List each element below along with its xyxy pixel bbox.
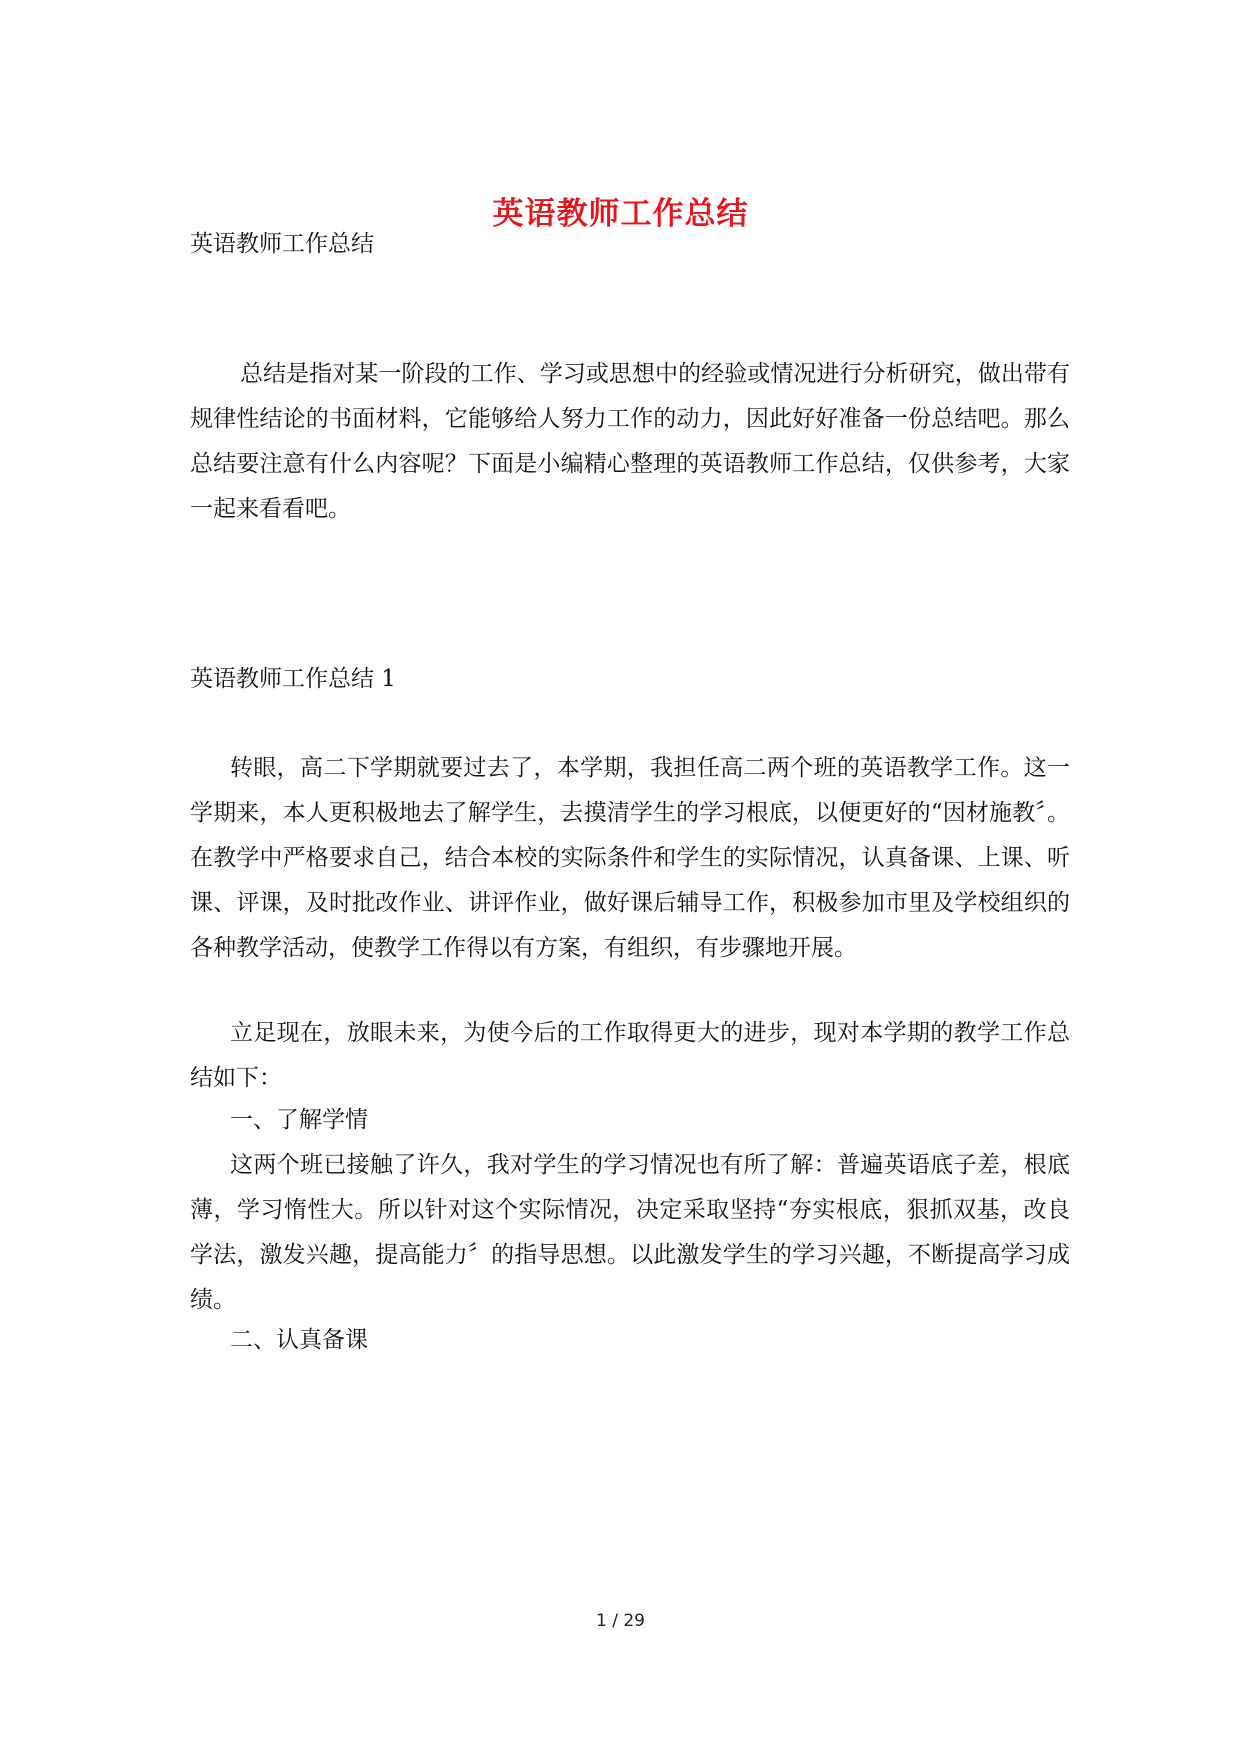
subheading-text: 二、认真备课 <box>230 1327 368 1353</box>
body-paragraph-3 <box>190 1143 1070 1323</box>
document-subtitle: 英语教师工作总结 <box>190 231 374 257</box>
subheading-1 <box>190 1098 1070 1143</box>
intro-text: 总结是指对某一阶段的工作、学习或思想中的经验或情况进行分析研究，做出带有规律性结论的书面材料，它能够给人努力工作的动力，因此好好准备一份总结吧。那么总结要注意有什么内容呢？下面是小编精心整理的英语教师工作总结，仅供参考，大家一起来看看吧。 <box>190 361 1070 522</box>
page-number: 1 / 29 <box>596 1611 645 1631</box>
document-title: 英语教师工作总结 <box>492 196 749 232</box>
section-heading: 英语教师工作总结 1 <box>190 666 396 692</box>
paragraph-text: 这两个班已接触了许久，我对学生的学习情况也有所了解：普遍英语底子差，根底薄，学习惰性大。所以针对这个实际情况，决定采取坚持“夯实根底，狠抓双基，改良学法，激发兴趣，提高能力〞的指导思想。以此激发学生的学习兴趣，不断提高学习成绩。 <box>190 1152 1070 1313</box>
paragraph-text: 转眼，高二下学期就要过去了，本学期，我担任高二两个班的英语教学工作。这一学期来，本人更积极地去了解学生，去摸清学生的学习根底，以便更好的“因材施教〞。在教学中严格要求自己，结合本校的实际条件和学生的实际情况，认真备课、上课、听课、评课，及时批改作业、讲评作业，做好课后辅导工作，积极参加市里及学校组织的各种教学活动，使教学工作得以有方案，有组织，有步骤地开展。 <box>190 755 1070 961</box>
subheading-2 <box>190 1318 1070 1363</box>
paragraph-text: 立足现在，放眼未来，为使今后的工作取得更大的进步，现对本学期的教学工作总结如下： <box>190 1020 1070 1091</box>
body-paragraph-1 <box>190 746 1070 971</box>
body-paragraph-2 <box>190 1011 1070 1101</box>
subheading-text: 一、了解学情 <box>230 1107 368 1133</box>
intro-paragraph <box>190 352 1070 532</box>
